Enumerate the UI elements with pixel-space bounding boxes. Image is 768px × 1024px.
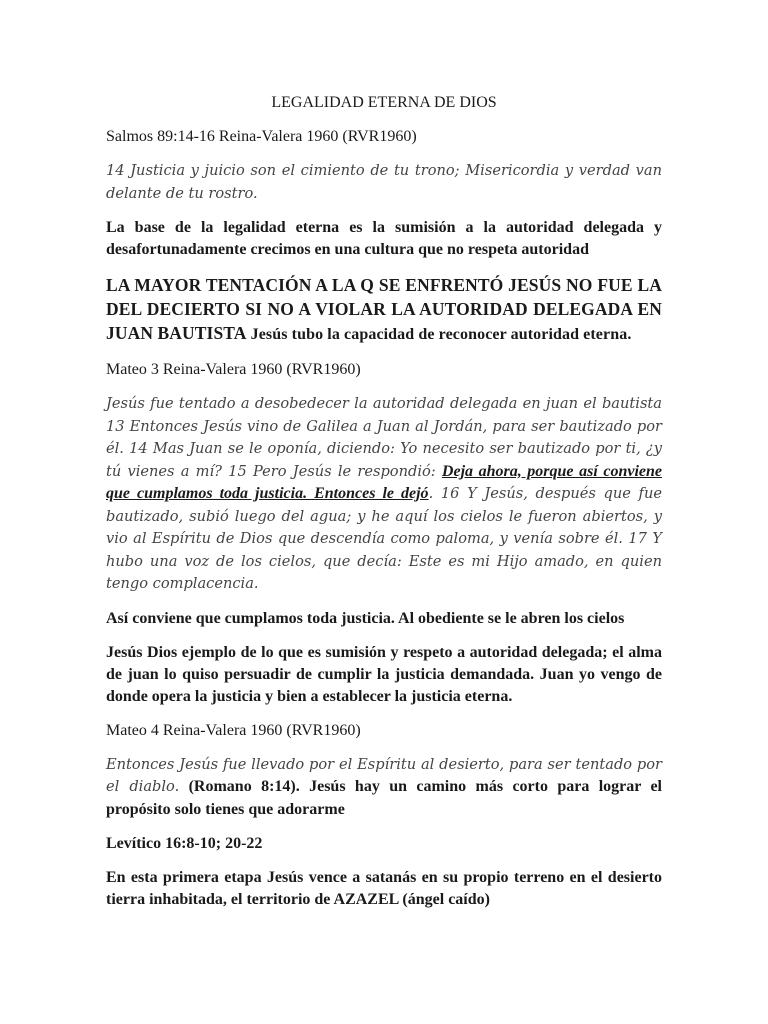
paragraph-submission-example: Jesús Dios ejemplo de lo que es sumisión y respeto a autoridad delegada; el alma de juan lo quiso persuadir de cumplir la justicia demandada. Juan yo vengo de donde opera la justicia y bien a establecer la justicia eterna.	[106, 643, 662, 705]
scripture-reference-psalms: Salmos 89:14-16 Reina-Valera 1960 (RVR1960)	[106, 128, 417, 145]
scripture-reference-levitico: Levítico 16:8-10; 20-22	[106, 835, 263, 852]
verse-mateo-4-text: Entonces Jesús fue llevado por el Espíritu al desierto, para ser tentado por el diablo.	[106, 755, 662, 795]
paragraph-first-stage: En esta primera etapa Jesús vence a satanás en su propio terreno en el desierto tierra inhabitada, el territorio de AZAZEL (ángel caído)	[106, 869, 662, 908]
document-page	[106, 92, 662, 923]
document-title: LEGALIDAD ETERNA DE DIOS	[271, 94, 497, 111]
obedience-part-a: Así conviene que	[106, 609, 225, 627]
scripture-reference-mateo-3: Mateo 3 Reina-Valera 1960 (RVR1960)	[106, 361, 361, 378]
obedience-part-c: . Al obediente se le abren los cielos	[390, 609, 625, 627]
verse-mateo-3-highlight: Deja ahora, porque así conviene que cumplamos toda justicia. Entonces le dejó	[106, 462, 662, 502]
scripture-reference-mateo-4: Mateo 4 Reina-Valera 1960 (RVR1960)	[106, 721, 361, 739]
caps-tail-text: Jesús tubo la capacidad de reconocer autoridad eterna.	[246, 326, 632, 343]
verse-psalms: 14 Justicia y juicio son el cimiento de tu trono; Misericordia y verdad van delante de tu rostro.	[106, 162, 662, 202]
obedience-part-b: cumplamos toda justicia	[224, 609, 391, 627]
verse-mateo-4-tail: (Romano 8:14). Jesús hay un camino más corto para lograr el propósito solo tienes que adorarme	[106, 778, 662, 818]
caps-text: LA MAYOR TENTACIÓN A LA Q SE ENFRENTÓ JESÚS NO FUE LA DEL DECIERTO SI NO A VIOLAR LA AUTORIDAD DELEGADA EN JUAN BAUTISTA	[106, 275, 662, 343]
paragraph-temptation	[106, 273, 662, 347]
verse-mateo-3	[106, 393, 662, 596]
paragraph-legal-base: La base de la legalidad eterna es la sumisión a la autoridad delegada y desafortunadamente crecimos en una cultura que no respeta autoridad	[106, 219, 662, 258]
paragraph-obedience	[106, 608, 662, 630]
verse-mateo-3-part-a: Jesús fue tentado a desobedecer la autoridad delegada en juan el bautista 13 Entonces Jesús vino de Galilea a Juan al Jordán, para ser bautizado por él. 14 Mas Juan se le oponía, diciendo: Yo necesito ser bautizado por ti, ¿y tú vienes a mí? 15 Pero Jesús le respondió:	[106, 395, 662, 480]
verse-mateo-4	[106, 754, 662, 822]
verse-mateo-3-part-b: . 16 Y Jesús, después que fue bautizado, subió luego del agua; y he aquí los cielos le fueron abiertos, y vio al Espíritu de Dios que descendía como paloma, y venía sobre él. 17 Y hubo una voz de los cielos, que decía: Este es mi Hijo amado, en quien tengo complacencia.	[106, 485, 662, 592]
